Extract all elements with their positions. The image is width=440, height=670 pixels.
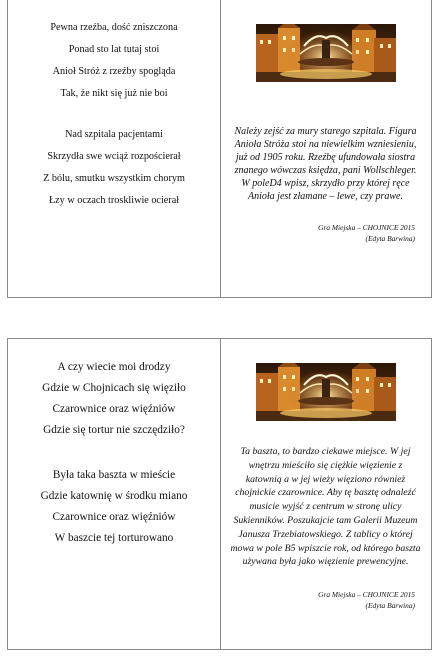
fountain-night-photo (256, 363, 396, 421)
poem-line: Gdzie się tortur nie szczędziło? (43, 424, 185, 436)
credit-author: (Edyta Barwina) (365, 234, 415, 243)
poem-line: Nad szpitala pacjentami (65, 129, 163, 140)
poem-line: Z bólu, smutku wszystkim chorym (43, 173, 185, 184)
poem-line: Tak, że nikt się już nie boi (60, 88, 168, 99)
riddle-description: Ta baszta, to bardzo ciekawe miejsce. W jej wnętrzu mieściło się ciężkie więzienie z katownią a w jej wieży więziono również chojnickie czarownice. Aby tę basztę odnaleźć musicie wyjść z centrum w stronę ulicy Sukienników. Poszukajcie tam Galerii Muzeum Janusza Trzebiatowskiego. Z tablicy o której mowa w pole B5 wpiszcie rok, od którego baszta używana była jako więzienie prewencyjne. (230, 446, 421, 568)
credit-author: (Edyta Barwina) (365, 601, 415, 610)
poem-line: Gdzie katownię w środku miano (40, 490, 188, 502)
poem-line: Pewna rzeźba, dość zniszczona (50, 22, 178, 33)
poem-line: W baszcie tej torturowano (54, 532, 174, 544)
riddle-card-1 (7, 0, 432, 298)
poem-line: A czy wiecie moi drodzy (57, 361, 171, 373)
poem-line: Skrzydła swe wciąż rozpościerał (47, 151, 181, 162)
poem-column (8, 0, 221, 297)
poem-stanza-1 (8, 22, 220, 99)
credit-title: Gra Miejska – CHOJNICE 2015 (318, 590, 415, 599)
poem-stanza-1 (8, 361, 220, 436)
poem-line: Była taka baszta w mieście (52, 469, 176, 481)
credit (318, 589, 415, 611)
poem-line: Anioł Stróż z rzeźby spogląda (52, 66, 176, 77)
poem-line: Łzy w oczach troskliwie ocierał (48, 195, 180, 206)
credit-title: Gra Miejska – CHOJNICE 2015 (318, 223, 415, 232)
poem-stanza-2 (8, 129, 220, 206)
poem-line: Czarownice oraz więźniów (52, 511, 176, 523)
poem-column (8, 339, 221, 649)
poem-line: Gdzie w Chojnicach się więziło (42, 382, 186, 394)
credit (318, 222, 415, 244)
poem-line: Ponad sto lat tutaj stoi (68, 44, 160, 55)
poem-stanza-2 (8, 469, 220, 544)
info-column (220, 339, 431, 649)
poem-line: Czarownice oraz więźniów (52, 403, 176, 415)
riddle-card-2 (7, 338, 432, 650)
fountain-night-photo (256, 24, 396, 82)
riddle-description: Należy zejść za mury starego szpitala. Figura Anioła Stróża stoi na niewielkim wzniesieniu, już od 1905 roku. Rzeźbę ufundowała siostra znanego wówczas księdza, pani Wollschleger. W poleD4 wpisz, skrzydło przy której ręce Anioła jest złamane – lewe, czy prawe. (234, 126, 417, 202)
info-column (220, 0, 431, 297)
